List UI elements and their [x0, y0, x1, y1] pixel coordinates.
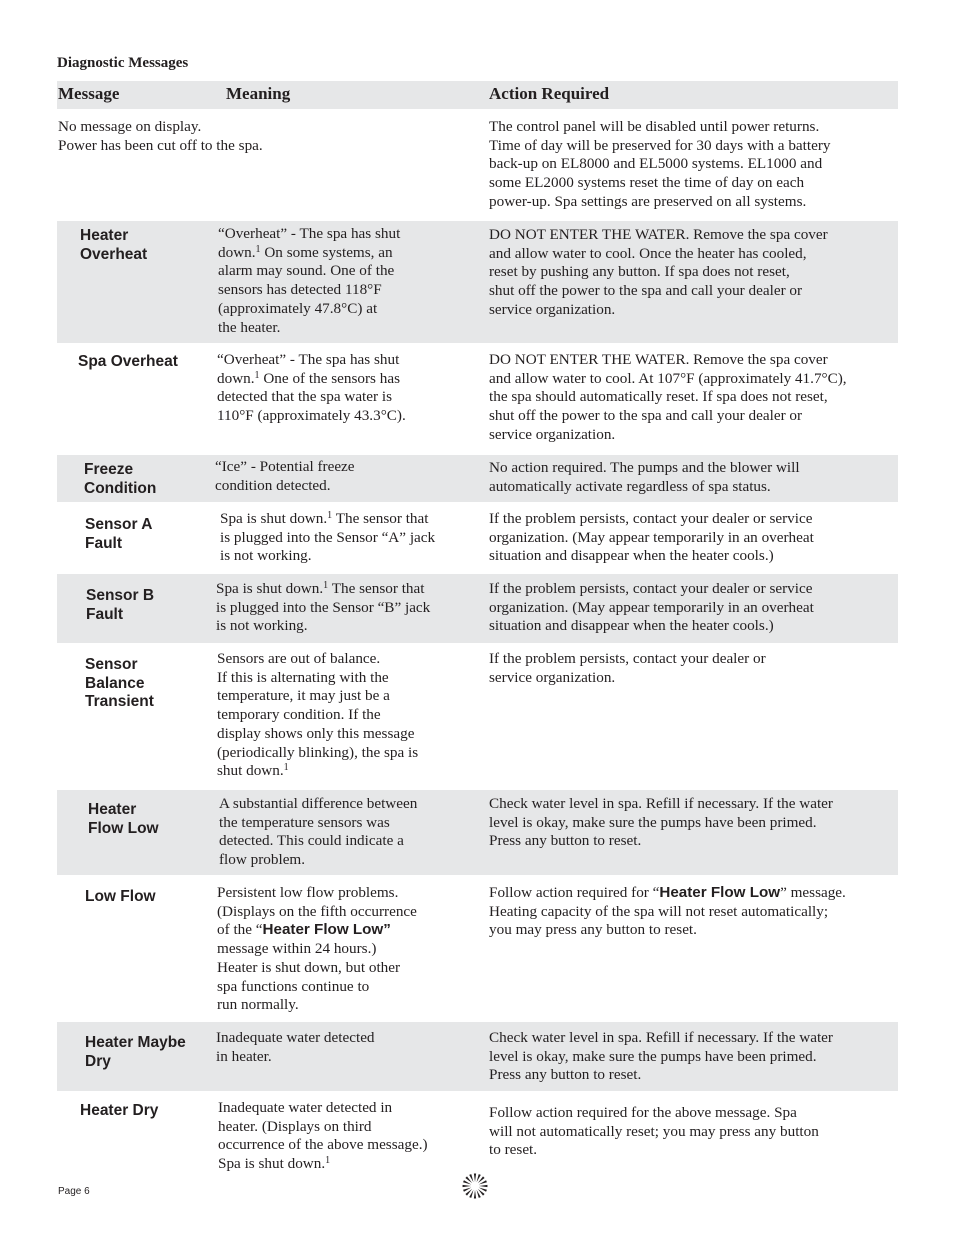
table-row [57, 643, 898, 790]
action-text-part: Follow action required for “ [489, 884, 660, 901]
action-text: Check water level in spa. Refill if necessary. If the water level is okay, make sure the pumps have been primed. Press any button to reset. [489, 1029, 833, 1084]
meaning-text: A substantial difference between the temperature sensors was detected. This could indicate a flow problem. [219, 795, 418, 869]
action-text: Follow action required for the above message. Spa will not automatically reset; you may press any button to reset. [489, 1104, 819, 1159]
meaning-text-part: Persistent low flow problems. (Displays on the fifth occurrence of the “ [217, 884, 417, 939]
table-row [57, 1022, 898, 1091]
meaning-text: Inadequate water detected in heater. (Displays on third occurrence of the above message.) Spa is shut down.$^1$ [218, 1099, 428, 1173]
starburst-logo-icon [462, 1173, 488, 1199]
table-header [57, 81, 898, 109]
table-row [57, 110, 898, 220]
meaning-text-part: message within 24 hours.) Heater is shut down, but other spa functions continue to run normally. [217, 940, 401, 1014]
meaning-text: Inadequate water detected in heater. [216, 1029, 375, 1065]
table-row [57, 343, 898, 454]
meaning-text: “Overheat” - The spa has shut down.$^1$ One of the sensors has detected that the spa water is 110°F (approximately 43.3°C). [217, 351, 406, 425]
action-text [489, 884, 846, 940]
message-name: Heater Flow Low [88, 801, 159, 837]
table-row [57, 221, 898, 343]
message-name: Sensor Balance Transient [85, 656, 154, 710]
meaning-text: “Ice” - Potential freeze condition detected. [215, 458, 355, 494]
action-text: If the problem persists, contact your dealer or service organization. (May appear temporarily in an overheat situation and disappear when the heater cools.) [489, 580, 814, 635]
meaning-text: Spa is shut down.$^1$ The sensor that is plugged into the Sensor “B” jack is not working. [216, 580, 431, 635]
table-row [57, 876, 898, 1021]
meaning-text: “Overheat” - The spa has shut down.$^1$ On some systems, an alarm may sound. One of the sensors has detected 118°F (approximately 47.8°C) at the heater. [218, 225, 401, 336]
action-text: DO NOT ENTER THE WATER. Remove the spa cover and allow water to cool. Once the heater has cooled, reset by pushing any button. If spa does not reset, shut off the power to the spa and call your dealer or service organization. [489, 226, 828, 318]
table-row [57, 574, 898, 643]
meaning-text: Spa is shut down.$^1$ The sensor that is plugged into the Sensor “A” jack is not working. [220, 510, 436, 565]
action-text-emphasis: Heater Flow Low [659, 884, 781, 901]
action-text-part: ” message. Heating capacity of the spa will not reset automatically; you may press any button to reset. [489, 884, 846, 939]
message-name: Sensor A Fault [85, 516, 153, 552]
action-text: The control panel will be disabled until power returns. Time of day will be preserved for 30 days with a battery back-up on EL8000 and EL5000 systems. EL1000 and some EL2000 systems reset the time of day on each power-up. Spa settings are preserved on all systems. [489, 118, 831, 210]
action-text: DO NOT ENTER THE WATER. Remove the spa cover and allow water to cool. At 107°F (approximately 41.7°C), the spa should automatically reset. If spa does not reset, shut off the power to the spa and call your dealer or service organization. [489, 351, 847, 443]
action-text: No action required. The pumps and the blower will automatically activate regardless of spa status. [489, 459, 800, 495]
table-row [57, 790, 898, 875]
message-name: Heater Overheat [80, 227, 148, 263]
meaning-text: No message on display. Power has been cut off to the spa. [58, 118, 263, 154]
message-name: Low Flow [85, 888, 156, 905]
column-header-message: Message [58, 84, 120, 103]
column-header-action: Action Required [489, 84, 610, 103]
table-row [57, 455, 898, 502]
column-header-meaning: Meaning [226, 84, 291, 103]
message-name: Heater Maybe Dry [85, 1034, 186, 1070]
message-name: Sensor B Fault [86, 587, 155, 623]
table-row [57, 1092, 898, 1174]
table-row [57, 503, 898, 573]
meaning-text-emphasis: Heater Flow Low” [262, 921, 391, 939]
meaning-text: Sensors are out of balance. If this is alternating with the temperature, it may just be a temporary condition. If the display shows only this message (periodically blinking), the spa is shut down.$^1$ [217, 650, 419, 780]
message-name: Spa Overheat [78, 353, 178, 370]
action-text: Check water level in spa. Refill if necessary. If the water level is okay, make sure the pumps have been primed. Press any button to reset. [489, 795, 833, 850]
page-number: Page 6 [58, 1186, 90, 1197]
section-title: Diagnostic Messages [57, 55, 189, 71]
meaning-text [217, 884, 417, 1015]
message-name: Freeze Condition [84, 461, 157, 497]
action-text: If the problem persists, contact your dealer or service organization. (May appear temporarily in an overheat situation and disappear when the heater cools.) [489, 510, 814, 565]
action-text: If the problem persists, contact your dealer or service organization. [489, 650, 766, 686]
message-name: Heater Dry [80, 1102, 159, 1119]
